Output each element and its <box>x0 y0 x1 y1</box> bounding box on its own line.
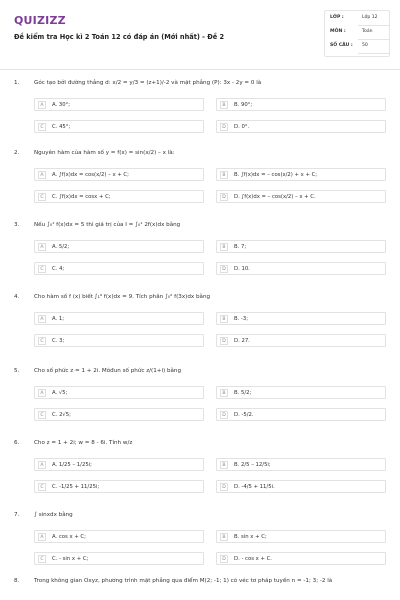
meta-value: Lớp 12 <box>362 15 378 20</box>
option-text: A. 30°; <box>52 102 71 108</box>
question-number: 2. <box>14 150 20 156</box>
answer-option[interactable] <box>34 120 204 133</box>
answer-option[interactable] <box>216 262 386 275</box>
meta-row-subject <box>324 27 390 41</box>
answer-option[interactable] <box>34 334 204 347</box>
meta-divider <box>358 53 390 54</box>
meta-row-class <box>324 13 390 27</box>
meta-divider <box>358 25 390 26</box>
question-number: 6. <box>14 440 20 446</box>
option-text: D. -5/2. <box>234 412 254 418</box>
option-letter-badge: B <box>220 533 228 541</box>
option-letter-badge: D <box>220 483 228 491</box>
option-text: C. 4; <box>52 266 65 272</box>
option-text: B. 90°; <box>234 102 253 108</box>
answer-option[interactable] <box>34 552 204 565</box>
question-number: 5. <box>14 368 20 374</box>
question-number: 3. <box>14 222 20 228</box>
answer-option[interactable] <box>34 240 204 253</box>
answer-option[interactable] <box>34 458 204 471</box>
option-letter-badge: B <box>220 101 228 109</box>
meta-value: 50 <box>362 43 368 48</box>
answer-option[interactable] <box>216 168 386 181</box>
option-text: B. -3; <box>234 316 249 322</box>
option-letter-badge: B <box>220 461 228 469</box>
question-text: Nếu ∫₀¹ f(x)dx = 5 thì giá trị của I = ∫₀¹ 2f(x)dx bằng <box>34 222 181 228</box>
option-letter-badge: A <box>38 101 46 109</box>
question-text: Cho z = 1 + 2i; w = 8 - 6i. Tính w/z <box>34 440 133 446</box>
option-text: D. 0°. <box>234 124 250 130</box>
option-text: B. 2/5 – 12/5i; <box>234 462 271 468</box>
option-text: D. ∫f(x)dx = – cos(x/2) – x + C. <box>234 194 316 200</box>
option-text: B. 7; <box>234 244 247 250</box>
option-text: D. -4/5 + 11/5i. <box>234 484 275 490</box>
option-text: C. 2√5; <box>52 412 71 418</box>
option-letter-badge: B <box>220 243 228 251</box>
option-text: A. cos x + C; <box>52 534 86 540</box>
question-number: 1. <box>14 80 20 86</box>
option-text: A. √5; <box>52 390 68 396</box>
document-title: Đề kiểm tra Học kì 2 Toán 12 có đáp án (Mới nhất) - Đề 2 <box>14 33 225 41</box>
option-letter-badge: A <box>38 461 46 469</box>
answer-option[interactable] <box>34 386 204 399</box>
answer-option[interactable] <box>34 530 204 543</box>
question-text: Góc tạo bởi đường thẳng d: x/2 = y/3 = (z+1)/-2 và mặt phẳng (P): 3x - 2y = 0 là <box>34 80 262 86</box>
answer-option[interactable] <box>216 120 386 133</box>
option-letter-badge: C <box>38 193 46 201</box>
option-text: B. 5/2; <box>234 390 252 396</box>
answer-option[interactable] <box>216 386 386 399</box>
option-letter-badge: C <box>38 483 46 491</box>
option-text: A. ∫f(x)dx = cos(x/2) – x + C; <box>52 172 129 178</box>
meta-info <box>324 13 390 55</box>
option-text: A. 1; <box>52 316 65 322</box>
page-header <box>0 0 400 70</box>
option-text: D. 10. <box>234 266 250 272</box>
option-letter-badge: C <box>38 265 46 273</box>
option-text: D. 27. <box>234 338 250 344</box>
meta-value: Toán <box>362 29 373 34</box>
answer-option[interactable] <box>34 190 204 203</box>
answer-option[interactable] <box>34 480 204 493</box>
meta-divider <box>358 39 390 40</box>
option-letter-badge: D <box>220 123 228 131</box>
question-text: Trong không gian Oxyz, phương trình mặt phẳng qua điểm M(2; -1; 1) có véc tơ pháp tuyến n = -1; 3; -2 là <box>34 578 333 584</box>
meta-label: LỚP : <box>330 15 344 20</box>
answer-option[interactable] <box>216 334 386 347</box>
answer-option[interactable] <box>34 98 204 111</box>
option-text: A. 5/2; <box>52 244 70 250</box>
answer-option[interactable] <box>216 408 386 421</box>
quizizz-logo[interactable]: QUIZIZZ <box>14 14 66 27</box>
option-text: C. 3; <box>52 338 65 344</box>
answer-option[interactable] <box>216 552 386 565</box>
question-number: 4. <box>14 294 20 300</box>
option-text: C. - sin x + C; <box>52 556 89 562</box>
option-letter-badge: A <box>38 533 46 541</box>
question-number: 8. <box>14 578 20 584</box>
answer-option[interactable] <box>34 312 204 325</box>
option-letter-badge: C <box>38 555 46 563</box>
option-letter-badge: A <box>38 315 46 323</box>
option-letter-badge: A <box>38 243 46 251</box>
option-letter-badge: A <box>38 171 46 179</box>
answer-option[interactable] <box>216 480 386 493</box>
option-letter-badge: C <box>38 411 46 419</box>
option-text: B. ∫f(x)dx = – cos(x/2) + x + C; <box>234 172 318 178</box>
option-letter-badge: B <box>220 315 228 323</box>
meta-label: MÔN : <box>330 29 346 34</box>
meta-label: SỐ CÂU : <box>330 43 353 48</box>
option-text: C. ∫f(x)dx = cosx + C; <box>52 194 111 200</box>
option-letter-badge: D <box>220 555 228 563</box>
option-letter-badge: A <box>38 389 46 397</box>
answer-option[interactable] <box>34 262 204 275</box>
answer-option[interactable] <box>216 312 386 325</box>
option-text: C. -1/25 + 11/25i; <box>52 484 100 490</box>
option-text: A. 1/25 – 1/25i; <box>52 462 92 468</box>
meta-row-count <box>324 41 390 55</box>
question-text: ∫ sinxdx bằng <box>34 512 73 518</box>
option-letter-badge: D <box>220 265 228 273</box>
answer-option[interactable] <box>216 530 386 543</box>
option-letter-badge: D <box>220 411 228 419</box>
option-letter-badge: B <box>220 171 228 179</box>
option-letter-badge: B <box>220 389 228 397</box>
question-number: 7. <box>14 512 20 518</box>
option-letter-badge: D <box>220 193 228 201</box>
question-text: Nguyên hàm của hàm số y = f(x) = sin(x/2) – x là: <box>34 150 175 156</box>
option-text: B. sin x + C; <box>234 534 267 540</box>
option-letter-badge: C <box>38 123 46 131</box>
question-text: Cho số phức z = 1 + 2i. Môđun số phức z/(1+i) bằng <box>34 368 182 374</box>
question-text: Cho hàm số f (x) biết ∫₁⁹ f(x)dx = 9. Tích phân ∫₀² f(3x)dx bằng <box>34 294 211 300</box>
option-letter-badge: D <box>220 337 228 345</box>
answer-option[interactable] <box>34 408 204 421</box>
answer-option[interactable] <box>216 98 386 111</box>
option-letter-badge: C <box>38 337 46 345</box>
option-text: D. - cos x + C. <box>234 556 272 562</box>
answer-option[interactable] <box>216 240 386 253</box>
answer-option[interactable] <box>216 190 386 203</box>
option-text: C. 45°; <box>52 124 71 130</box>
answer-option[interactable] <box>34 168 204 181</box>
answer-option[interactable] <box>216 458 386 471</box>
